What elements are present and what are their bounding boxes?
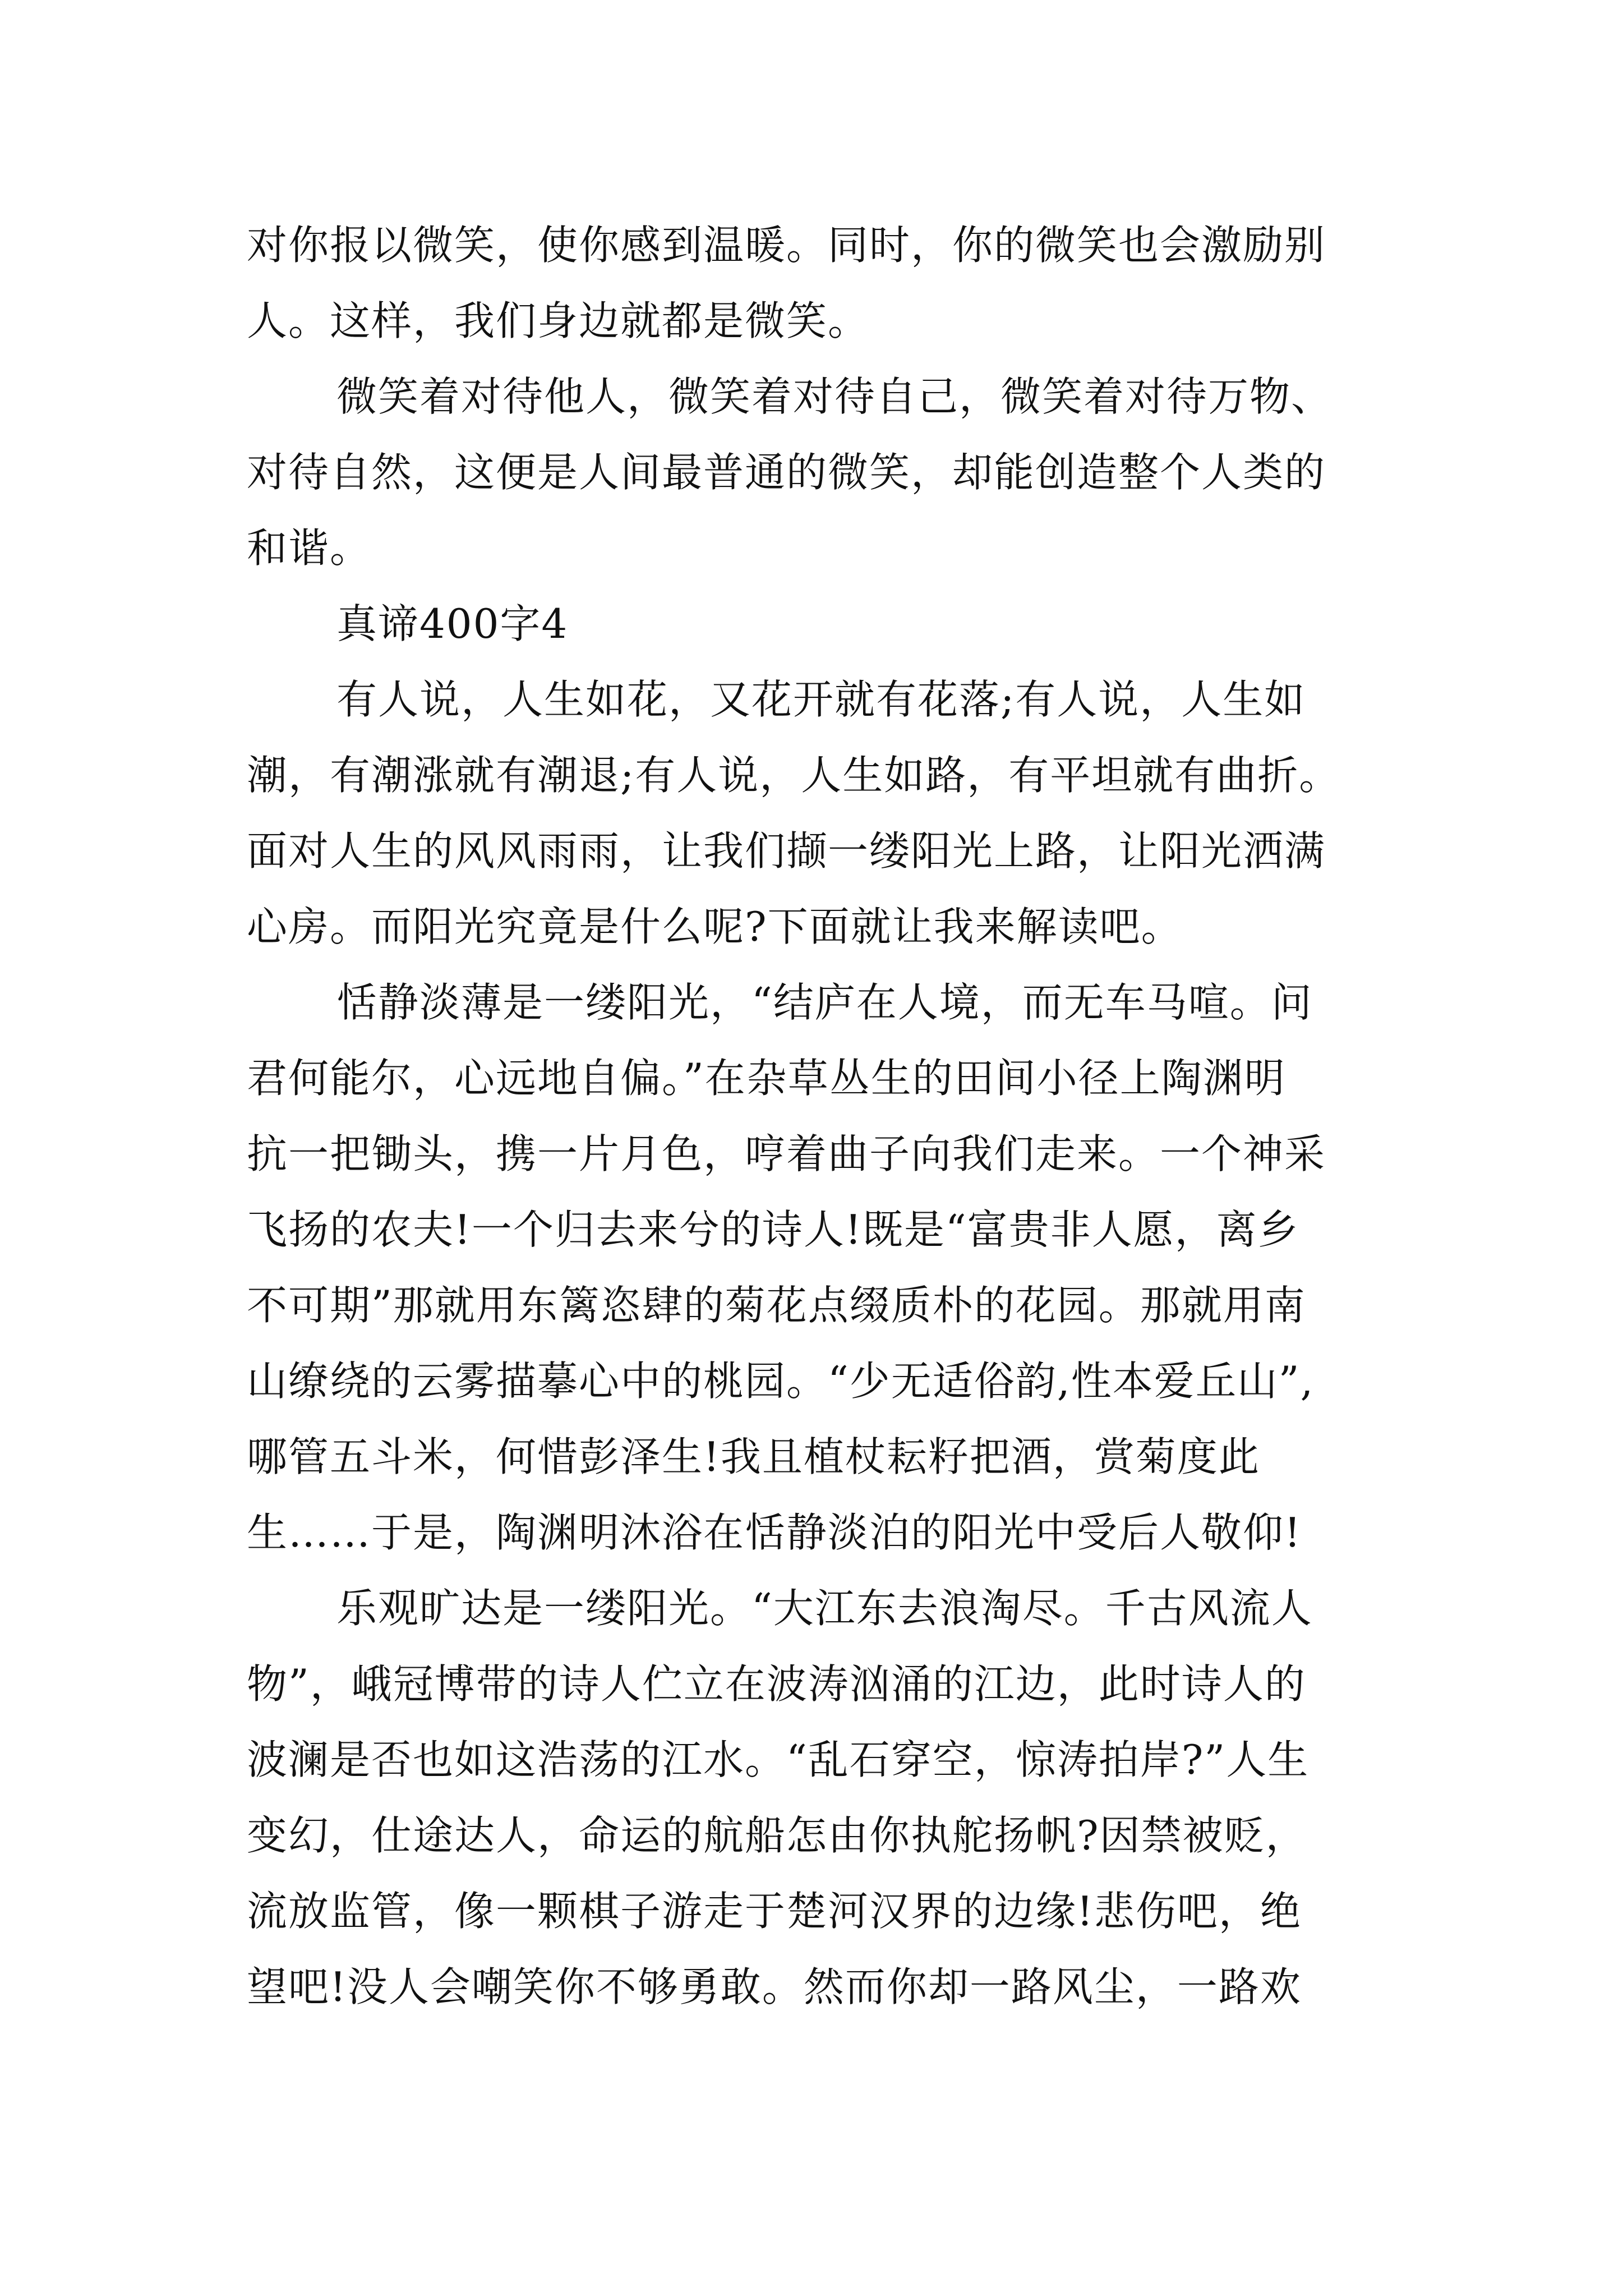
text-line: 变幻，仕途达人，命运的航船怎由你执舵扬帆?因禁被贬，: [247, 1812, 1307, 1859]
text-line: 生……于是，陶渊明沐浴在恬静淡泊的阳光中受后人敬仰!: [247, 1509, 1302, 1556]
paragraph-start-line: 恬静淡薄是一缕阳光，“结庐在人境，而无车马喧。问: [336, 979, 1313, 1026]
text-line: 飞扬的农夫!一个归去来兮的诗人!既是“富贵非人愿，离乡: [247, 1206, 1299, 1253]
text-line: 波澜是否也如这浩荡的江水。“乱石穿空，惊涛拍岸?”人生: [247, 1736, 1310, 1783]
text-line: 人。这样，我们身边就都是微笑。: [247, 297, 870, 344]
text-line: 和谐。: [247, 524, 372, 572]
text-line: 流放监管，像一颗棋子游走于楚河汉界的边缘!悲伤吧，绝: [247, 1888, 1302, 1935]
section-heading: 真谛400字4: [336, 600, 569, 647]
document-body: [247, 208, 1380, 2025]
text-line: 对你报以微笑，使你感到温暖。同时，你的微笑也会激励别: [247, 222, 1326, 269]
text-line: 抗一把锄头，携一片月色，哼着曲子向我们走来。一个神采: [247, 1130, 1326, 1177]
text-line: 山缭绕的云雾描摹心中的桃园。“少无适俗韵,性本爱丘山”,: [247, 1358, 1315, 1405]
text-line: 面对人生的风风雨雨，让我们撷一缕阳光上路，让阳光洒满: [247, 827, 1326, 875]
text-line: 心房。而阳光究竟是什么呢?下面就让我来解读吧。: [247, 903, 1183, 950]
text-line: 望吧!没人会嘲笑你不够勇敢。然而你却一路风尘，一路欢: [247, 1963, 1302, 2010]
paragraph-start-line: 乐观旷达是一缕阳光。“大江东去浪淘尽。千古风流人: [336, 1585, 1313, 1632]
text-line: 君何能尔，心远地自偏。”在杂草丛生的田间小径上陶渊明: [247, 1055, 1286, 1102]
text-line: 哪管五斗米，何惜彭泽生!我且植杖耘籽把酒，赏菊度此: [247, 1433, 1260, 1480]
paragraph-start-line: 有人说，人生如花，又花开就有花落;有人说，人生如: [336, 676, 1306, 723]
text-line: 潮，有潮涨就有潮退;有人说，人生如路，有平坦就有曲折。: [247, 752, 1341, 799]
text-line: 不可期”那就用东篱恣肆的菊花点缀质朴的花园。那就用南: [247, 1282, 1306, 1329]
paragraph-start-line: 微笑着对待他人，微笑着对待自己，微笑着对待万物、: [336, 373, 1333, 420]
text-line: 物”，峨冠博带的诗人伫立在波涛汹涌的江边，此时诗人的: [247, 1660, 1306, 1708]
text-line: 对待自然，这便是人间最普通的微笑，却能创造整个人类的: [247, 449, 1326, 496]
